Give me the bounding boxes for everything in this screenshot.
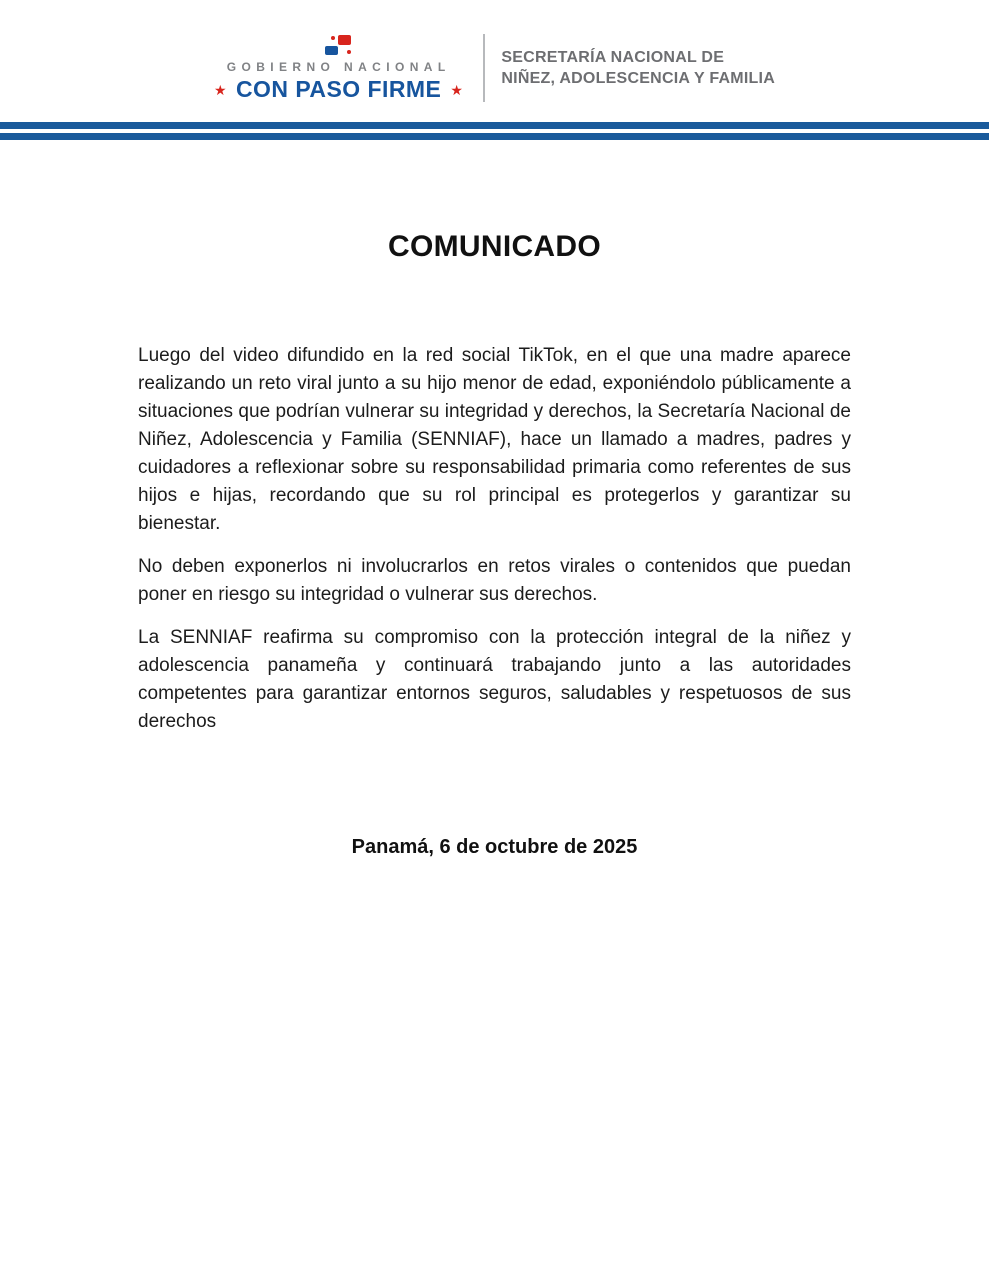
paragraph-2: No deben exponerlos ni involucrarlos en retos virales o contenidos que puedan poner en riesgo su integridad o vulnerar sus derechos. [138, 556, 851, 605]
page-title: COMUNICADO [388, 230, 601, 263]
con-paso-firme-slogan [214, 76, 463, 103]
rule-top [0, 122, 989, 129]
header-divider [483, 34, 485, 102]
gobierno-nacional-logo [214, 33, 463, 103]
document-body [138, 342, 851, 859]
double-rule [0, 122, 989, 140]
slogan-text: CON PASO FIRME [235, 76, 442, 102]
star-icon: ★ [450, 81, 464, 98]
flag-blue-quadrant [325, 46, 338, 55]
date-line: Panamá, 6 de octubre de 2025 [351, 836, 638, 858]
flag-star-dot-top-left [331, 36, 335, 40]
paragraph-3: La SENNIAF reafirma su compromiso con la protección integral de la niñez y adolescencia panameña y continuará trabajando junto a las autoridades competentes para garantizar entornos seguros, saludables y respetuosos de sus derechos [138, 627, 851, 732]
star-icon: ★ [213, 81, 227, 98]
org-name [501, 47, 775, 89]
org-name-line2: NIÑEZ, ADOLESCENCIA Y FAMILIA [501, 70, 776, 87]
gobierno-nacional-label: GOBIERNO NACIONAL [226, 60, 451, 74]
flag-star-dot-bottom-right [347, 50, 351, 54]
rule-bottom [0, 133, 989, 140]
letterhead [0, 0, 989, 108]
org-name-line1: SECRETARÍA NACIONAL DE [501, 49, 725, 66]
panama-flag-icon [325, 33, 352, 57]
flag-red-quadrant [338, 35, 351, 45]
paragraph-1: Luego del video difundido en la red social TikTok, en el que una madre aparece realizando un reto viral junto a su hijo menor de edad, exponiéndolo públicamente a situaciones que podrían vulnerar su integridad y derechos, la Secretaría Nacional de Niñez, Adolescencia y Familia (SENNIAF), hace un llamado a madres, padres y cuidadores a reflexionar sobre su responsabilidad primaria como referentes de sus hijos e hijas, recordando que su rol principal es protegerlos y garantizar su bienestar. [138, 345, 851, 534]
